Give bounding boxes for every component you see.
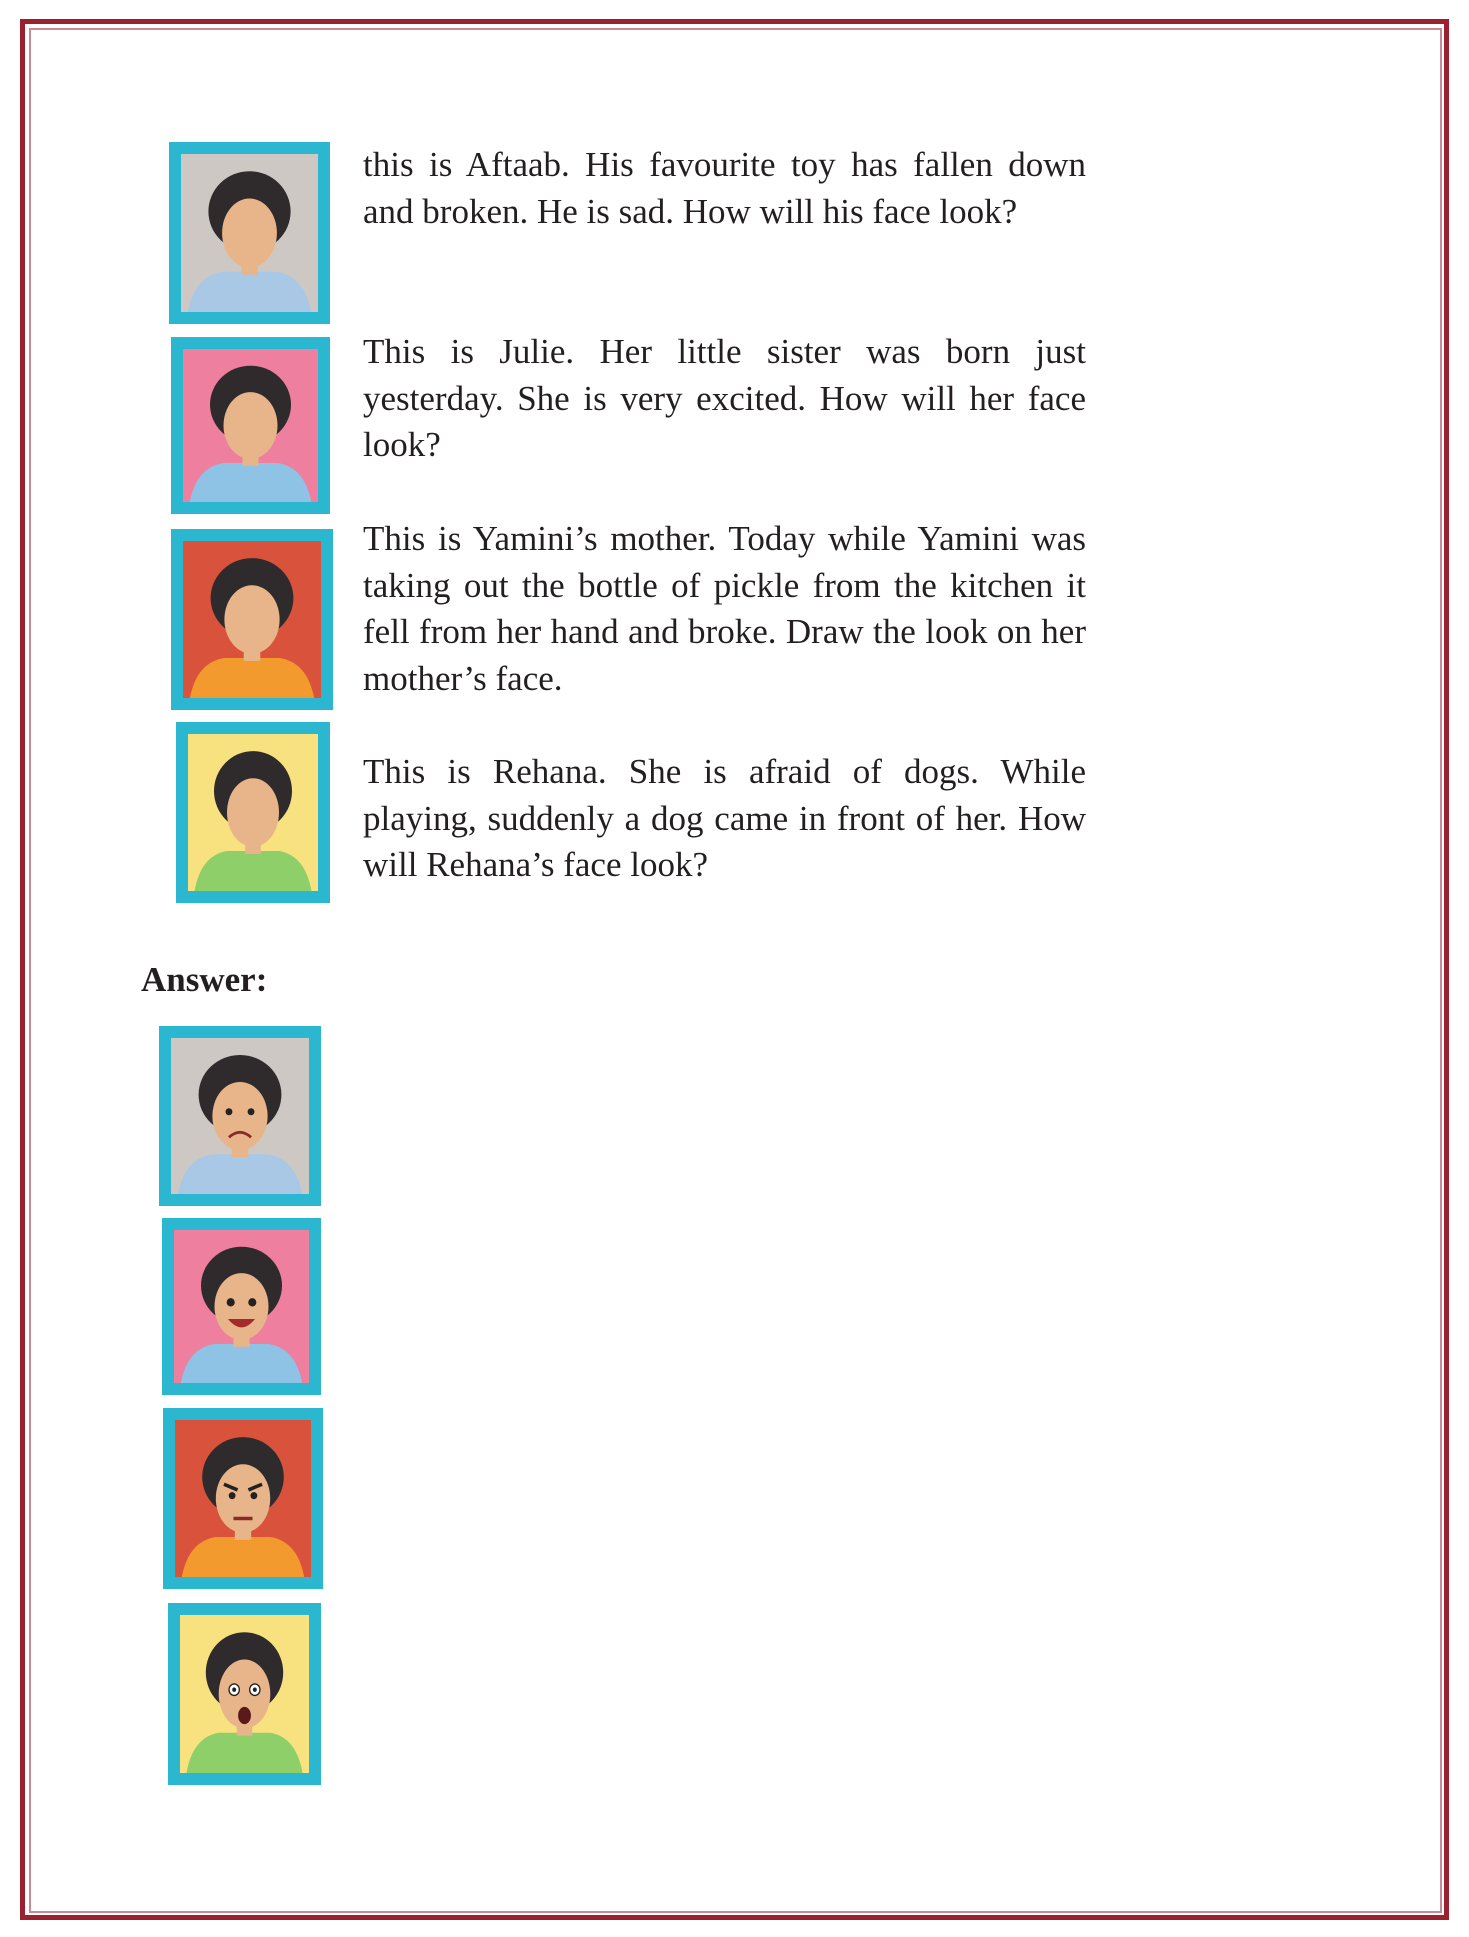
character-portrait-icon — [174, 1230, 309, 1383]
question-yamini-mother: This is Yamini’s mother. Today while Yamini was taking out the bottle of pickle from the kitchen it fell from her hand and broke. Draw the look on her mother’s face. — [363, 519, 1086, 698]
aftaab-picture — [169, 142, 330, 324]
character-portrait-icon — [175, 1420, 311, 1577]
character-portrait-icon — [171, 1038, 309, 1194]
question-aftaab: this is Aftaab. His favourite toy has fallen down and broken. He is sad. How will his face look? — [363, 145, 1086, 231]
question-julie: This is Julie. Her little sister was born just yesterday. She is very excited. How will her face look? — [363, 332, 1086, 464]
character-portrait-icon — [183, 349, 318, 502]
answer-yamini-mother-angry-face — [163, 1408, 323, 1589]
character-portrait-icon — [180, 1615, 309, 1773]
answer-heading: Answer: — [141, 960, 268, 999]
yamini-mother-picture — [171, 529, 333, 710]
character-portrait-icon — [183, 541, 321, 698]
rehana-picture — [176, 722, 330, 903]
answer-aftaab-sad-face — [159, 1026, 321, 1206]
character-portrait-icon — [188, 734, 318, 891]
julie-picture — [171, 337, 330, 514]
question-rehana: This is Rehana. She is afraid of dogs. While playing, suddenly a dog came in front of her. How will Rehana’s face look? — [363, 752, 1086, 884]
character-portrait-icon — [181, 154, 318, 312]
answer-julie-excited-face — [162, 1218, 321, 1395]
answer-rehana-scared-face — [168, 1603, 321, 1785]
